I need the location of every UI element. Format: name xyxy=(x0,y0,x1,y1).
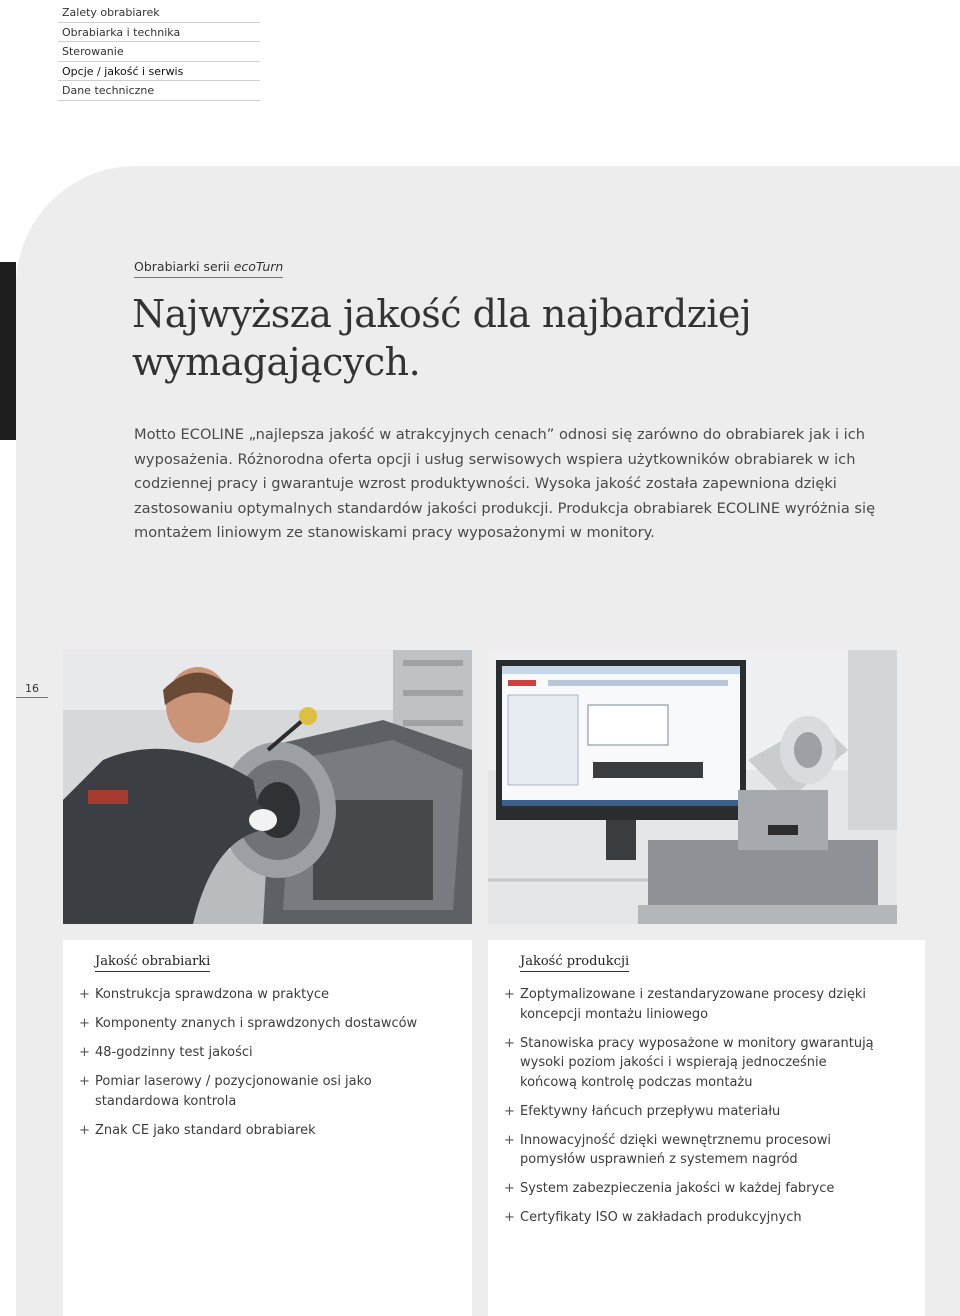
card-title-machine-quality: Jakość obrabiarki xyxy=(95,954,210,972)
list-item-text: Zoptymalizowane i zestandaryzowane procesy dzięki koncepcji montażu liniowego xyxy=(520,987,866,1022)
list-item xyxy=(504,1102,874,1122)
list-item-text: Stanowiska pracy wyposażone w monitory gwarantują wysoki poziom jakości i wspierają jednocześnie końcową kontrolę podczas montażu xyxy=(520,1035,874,1090)
card-production-quality xyxy=(488,940,925,1316)
list-item-text: Konstrukcja sprawdzona w praktyce xyxy=(95,987,330,1002)
plus-icon: + xyxy=(504,1210,515,1226)
plus-icon: + xyxy=(79,987,90,1002)
list-item xyxy=(504,1034,874,1093)
plus-icon: + xyxy=(504,1103,515,1119)
list-item xyxy=(504,1208,874,1228)
list-item-text: Efektywny łańcuch przepływu materiału xyxy=(520,1103,781,1119)
photo-worker-machine xyxy=(63,650,472,924)
list-item-text: Innowacyjność dzięki wewnętrznemu procesowi pomysłów usprawnień z systemem nagród xyxy=(520,1132,831,1168)
nav-item-control[interactable]: Sterowanie xyxy=(58,42,260,62)
list-item-text: Pomiar laserowy / pozycjonowanie osi jako standardowa kontrola xyxy=(95,1073,372,1109)
nav-item-technical-data[interactable]: Dane techniczne xyxy=(58,81,260,101)
kicker-brand: ecoTurn xyxy=(233,259,284,274)
list-item xyxy=(79,1121,449,1141)
card-title-production-quality: Jakość produkcji xyxy=(520,954,629,972)
plus-icon: + xyxy=(504,1035,515,1051)
kicker-prefix: Obrabiarki serii xyxy=(134,259,234,274)
production-quality-list xyxy=(504,985,874,1237)
plus-icon: + xyxy=(504,987,515,1002)
list-item xyxy=(79,1072,449,1111)
section-marker-bar xyxy=(0,262,16,440)
section-nav xyxy=(58,3,260,101)
plus-icon: + xyxy=(504,1132,515,1148)
list-item xyxy=(79,1043,449,1063)
page-number: 16 xyxy=(16,682,48,698)
nav-item-advantages[interactable]: Zalety obrabiarek xyxy=(58,3,260,23)
list-item-text: Znak CE jako standard obrabiarek xyxy=(95,1122,316,1138)
photo-monitor-workstation xyxy=(488,650,897,924)
list-item xyxy=(79,985,449,1005)
plus-icon: + xyxy=(79,1122,90,1138)
plus-icon: + xyxy=(79,1073,90,1089)
intro-paragraph: Motto ECOLINE „najlepsza jakość w atrakcyjnych cenach” odnosi się zarówno do obrabiarek jak i ich wyposażenia. Różnorodna oferta opcji i usług serwisowych wspiera użytkowników obrabiarek w ich codziennej pracy i gwarantuje wzrost produktywności. Wysoka jakość została zapewniona dzięki zastosowaniu optymalnych standardów jakości produkcji. Produkcja obrabiarek ECOLINE wyróżnia się montażem liniowym ze stanowiskami pracy wyposażonymi w monitory. xyxy=(134,426,876,541)
list-item xyxy=(504,1131,874,1170)
nav-item-options-quality-service[interactable]: Opcje / jakość i serwis xyxy=(58,62,260,82)
list-item-text: 48-godzinny test jakości xyxy=(95,1044,253,1060)
machine-quality-list xyxy=(79,985,449,1150)
plus-icon: + xyxy=(79,1015,90,1031)
page-title: Najwyższa jakość dla najbardziej wymagających. xyxy=(132,292,752,384)
list-item-text: Certyfikaty ISO w zakładach produkcyjnych xyxy=(520,1210,802,1226)
list-item xyxy=(79,1014,449,1034)
list-item-text: Komponenty znanych i sprawdzonych dostawców xyxy=(95,1015,418,1031)
plus-icon: + xyxy=(79,1044,90,1060)
list-item xyxy=(504,1179,874,1199)
list-item-text: System zabezpieczenia jakości w każdej fabryce xyxy=(520,1181,835,1197)
series-kicker xyxy=(134,259,283,278)
nav-item-machine-technology[interactable]: Obrabiarka i technika xyxy=(58,23,260,43)
card-machine-quality xyxy=(63,940,472,1316)
plus-icon: + xyxy=(504,1181,515,1197)
list-item xyxy=(504,985,874,1024)
